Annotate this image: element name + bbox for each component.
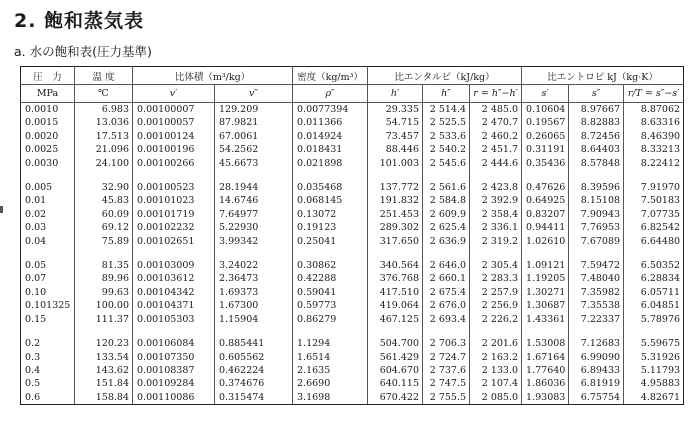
cell-v-vapor: 2.36473 — [215, 272, 293, 285]
group-spacer — [21, 326, 684, 337]
spacer-cell — [133, 248, 215, 259]
cell-h-liquid: 561.429 — [368, 351, 423, 364]
cell-latent-heat: 2 423.8 — [470, 181, 522, 194]
spacer-cell — [470, 326, 522, 337]
cell-v-liquid: 0.00100007 — [133, 103, 215, 117]
subheader-s-difference: r/T = s″−s′ — [624, 85, 684, 103]
cell-h-liquid: 340.564 — [368, 259, 423, 272]
cell-h-vapor: 2 737.6 — [423, 364, 470, 377]
cell-v-liquid: 0.00103009 — [133, 259, 215, 272]
cell-s-liquid: 1.19205 — [522, 272, 569, 285]
cell-latent-heat: 2 107.4 — [470, 377, 522, 390]
spacer-cell — [624, 326, 684, 337]
cell-v-liquid: 0.00104342 — [133, 286, 215, 299]
cell-h-liquid: 251.453 — [368, 208, 423, 221]
table-row — [21, 157, 684, 170]
cell-v-vapor: 3.99342 — [215, 235, 293, 248]
cell-temperature: 69.12 — [75, 221, 133, 234]
table-row — [21, 130, 684, 143]
subheader-v-vapor: v″ — [215, 85, 293, 103]
header-entropy: 比エントロピ kJ（kg·K） — [522, 67, 684, 85]
cell-rho-vapor: 0.011366 — [293, 116, 368, 129]
spacer-cell — [470, 170, 522, 181]
table-title: a. 水の飽和表(圧力基準) — [14, 44, 152, 59]
cell-s-vapor: 8.97667 — [569, 103, 624, 117]
cell-h-liquid: 317.650 — [368, 235, 423, 248]
cell-s-liquid: 1.43361 — [522, 313, 569, 326]
cell-temperature: 17.513 — [75, 130, 133, 143]
cell-rho-vapor: 1.1294 — [293, 337, 368, 350]
cell-h-liquid: 73.457 — [368, 130, 423, 143]
cell-rho-vapor: 0.42288 — [293, 272, 368, 285]
cell-s-vapor: 8.64403 — [569, 143, 624, 156]
cell-temperature: 111.37 — [75, 313, 133, 326]
cell-temperature: 32.90 — [75, 181, 133, 194]
cell-v-liquid: 0.00102651 — [133, 235, 215, 248]
cell-h-vapor: 2 693.4 — [423, 313, 470, 326]
spacer-cell — [215, 248, 293, 259]
cell-s-difference: 6.04851 — [624, 299, 684, 312]
cell-v-vapor: 7.64977 — [215, 208, 293, 221]
cell-v-vapor: 0.315474 — [215, 391, 293, 405]
cell-h-liquid: 417.510 — [368, 286, 423, 299]
table-row — [21, 272, 684, 285]
subheader-mpa: MPa — [21, 85, 75, 103]
cell-v-vapor: 1.15904 — [215, 313, 293, 326]
table-row — [21, 194, 684, 207]
cell-latent-heat: 2 451.7 — [470, 143, 522, 156]
cell-h-vapor: 2 514.4 — [423, 103, 470, 117]
cell-pressure: 0.6 — [21, 391, 75, 405]
table-row — [21, 116, 684, 129]
cell-latent-heat: 2 226.2 — [470, 313, 522, 326]
spacer-cell — [368, 326, 423, 337]
cell-h-vapor: 2 755.5 — [423, 391, 470, 405]
cell-s-vapor: 7.12683 — [569, 337, 624, 350]
spacer-cell — [75, 326, 133, 337]
cell-latent-heat: 2 163.2 — [470, 351, 522, 364]
cell-s-difference: 6.05711 — [624, 286, 684, 299]
cell-s-vapor: 7.90943 — [569, 208, 624, 221]
cell-s-liquid: 1.93083 — [522, 391, 569, 405]
spacer-cell — [522, 248, 569, 259]
cell-s-liquid: 0.19567 — [522, 116, 569, 129]
cell-s-liquid: 0.83207 — [522, 208, 569, 221]
cell-s-liquid: 1.53008 — [522, 337, 569, 350]
cell-temperature: 89.96 — [75, 272, 133, 285]
cell-v-vapor: 28.1944 — [215, 181, 293, 194]
cell-h-liquid: 101.003 — [368, 157, 423, 170]
cell-h-liquid: 504.700 — [368, 337, 423, 350]
cell-s-vapor: 7.22337 — [569, 313, 624, 326]
cell-temperature: 21.096 — [75, 143, 133, 156]
spacer-cell — [293, 326, 368, 337]
cell-s-liquid: 0.31191 — [522, 143, 569, 156]
cell-s-difference: 8.87062 — [624, 103, 684, 117]
cell-s-liquid: 1.30687 — [522, 299, 569, 312]
cell-s-liquid: 0.94411 — [522, 221, 569, 234]
cell-s-vapor: 7.35538 — [569, 299, 624, 312]
subheader-h-vapor: h″ — [423, 85, 470, 103]
cell-h-vapor: 2 675.4 — [423, 286, 470, 299]
cell-v-liquid: 0.00102232 — [133, 221, 215, 234]
cell-rho-vapor: 0.014924 — [293, 130, 368, 143]
table-row — [21, 364, 684, 377]
cell-s-vapor: 8.72456 — [569, 130, 624, 143]
cell-temperature: 13.036 — [75, 116, 133, 129]
cell-s-difference: 5.31926 — [624, 351, 684, 364]
cell-h-liquid: 670.422 — [368, 391, 423, 405]
spacer-cell — [293, 170, 368, 181]
cell-pressure: 0.101325 — [21, 299, 75, 312]
spacer-cell — [368, 170, 423, 181]
spacer-cell — [133, 326, 215, 337]
cell-latent-heat: 2 305.4 — [470, 259, 522, 272]
spacer-cell — [624, 248, 684, 259]
cell-h-vapor: 2 540.2 — [423, 143, 470, 156]
cell-pressure: 0.01 — [21, 194, 75, 207]
cell-s-liquid: 1.02610 — [522, 235, 569, 248]
cell-s-liquid: 1.86036 — [522, 377, 569, 390]
cell-v-liquid: 0.00106084 — [133, 337, 215, 350]
cell-s-difference: 7.07735 — [624, 208, 684, 221]
spacer-cell — [293, 248, 368, 259]
cell-pressure: 0.3 — [21, 351, 75, 364]
cell-s-vapor: 7.67089 — [569, 235, 624, 248]
cell-h-liquid: 376.768 — [368, 272, 423, 285]
cell-v-liquid: 0.00103612 — [133, 272, 215, 285]
cell-temperature: 133.54 — [75, 351, 133, 364]
cell-rho-vapor: 0.19123 — [293, 221, 368, 234]
cell-h-vapor: 2 660.1 — [423, 272, 470, 285]
cell-h-liquid: 137.772 — [368, 181, 423, 194]
spacer-cell — [569, 170, 624, 181]
cell-s-difference: 5.11793 — [624, 364, 684, 377]
spacer-cell — [368, 248, 423, 259]
table-row — [21, 337, 684, 350]
cell-s-vapor: 7.48040 — [569, 272, 624, 285]
cell-temperature: 100.00 — [75, 299, 133, 312]
spacer-cell — [522, 326, 569, 337]
cell-v-vapor: 1.67300 — [215, 299, 293, 312]
table-row — [21, 143, 684, 156]
table-row — [21, 103, 684, 117]
cell-pressure: 0.0025 — [21, 143, 75, 156]
table-row — [21, 299, 684, 312]
saturated-steam-table — [20, 66, 684, 405]
cell-s-vapor: 6.99090 — [569, 351, 624, 364]
cell-rho-vapor: 2.1635 — [293, 364, 368, 377]
cell-s-difference: 5.59675 — [624, 337, 684, 350]
spacer-cell — [75, 248, 133, 259]
cell-pressure: 0.2 — [21, 337, 75, 350]
cell-temperature: 151.84 — [75, 377, 133, 390]
spacer-cell — [522, 170, 569, 181]
cell-h-vapor: 2 545.6 — [423, 157, 470, 170]
cell-v-vapor: 5.22930 — [215, 221, 293, 234]
table-row — [21, 235, 684, 248]
cell-v-vapor: 87.9821 — [215, 116, 293, 129]
cell-s-liquid: 0.26065 — [522, 130, 569, 143]
cell-s-difference: 5.78976 — [624, 313, 684, 326]
cell-pressure: 0.02 — [21, 208, 75, 221]
cell-s-liquid: 0.47626 — [522, 181, 569, 194]
cell-rho-vapor: 0.86279 — [293, 313, 368, 326]
cell-pressure: 0.0010 — [21, 103, 75, 117]
cell-v-vapor: 1.69373 — [215, 286, 293, 299]
group-spacer — [21, 170, 684, 181]
cell-s-liquid: 0.35436 — [522, 157, 569, 170]
subheader-h-liquid: h′ — [368, 85, 423, 103]
cell-s-difference: 8.63316 — [624, 116, 684, 129]
cell-v-vapor: 0.605562 — [215, 351, 293, 364]
cell-rho-vapor: 1.6514 — [293, 351, 368, 364]
table-row — [21, 221, 684, 234]
cell-s-liquid: 1.09121 — [522, 259, 569, 272]
cell-temperature: 60.09 — [75, 208, 133, 221]
cell-v-liquid: 0.00105303 — [133, 313, 215, 326]
cell-s-difference: 4.95883 — [624, 377, 684, 390]
spacer-cell — [75, 170, 133, 181]
cell-pressure: 0.005 — [21, 181, 75, 194]
cell-h-liquid: 29.335 — [368, 103, 423, 117]
cell-v-liquid: 0.00101023 — [133, 194, 215, 207]
cell-rho-vapor: 0.30862 — [293, 259, 368, 272]
cell-latent-heat: 2 460.2 — [470, 130, 522, 143]
cell-s-vapor: 6.81919 — [569, 377, 624, 390]
section-title: 2. 飽和蒸気表 — [14, 10, 145, 32]
spacer-cell — [21, 170, 75, 181]
cell-rho-vapor: 0.0077394 — [293, 103, 368, 117]
spacer-cell — [215, 326, 293, 337]
cell-h-liquid: 88.446 — [368, 143, 423, 156]
cell-pressure: 0.15 — [21, 313, 75, 326]
cell-latent-heat: 2 257.9 — [470, 286, 522, 299]
table-row — [21, 391, 684, 405]
cell-temperature: 6.983 — [75, 103, 133, 117]
cell-pressure: 0.10 — [21, 286, 75, 299]
cell-latent-heat: 2 444.6 — [470, 157, 522, 170]
cell-pressure: 0.04 — [21, 235, 75, 248]
cell-v-liquid: 0.00101719 — [133, 208, 215, 221]
cell-s-vapor: 8.15108 — [569, 194, 624, 207]
cell-latent-heat: 2 319.2 — [470, 235, 522, 248]
cell-v-liquid: 0.00108387 — [133, 364, 215, 377]
cell-pressure: 0.03 — [21, 221, 75, 234]
cell-h-liquid: 289.302 — [368, 221, 423, 234]
group-spacer — [21, 248, 684, 259]
cell-h-vapor: 2 724.7 — [423, 351, 470, 364]
cell-temperature: 99.63 — [75, 286, 133, 299]
cell-v-vapor: 67.0061 — [215, 130, 293, 143]
cell-h-vapor: 2 609.9 — [423, 208, 470, 221]
spacer-cell — [423, 170, 470, 181]
cell-latent-heat: 2 201.6 — [470, 337, 522, 350]
cell-h-vapor: 2 561.6 — [423, 181, 470, 194]
cell-s-difference: 6.82542 — [624, 221, 684, 234]
cell-latent-heat: 2 358.4 — [470, 208, 522, 221]
cell-rho-vapor: 0.59773 — [293, 299, 368, 312]
header-enthalpy: 比エンタルピ（kJ/kg） — [368, 67, 522, 85]
spacer-cell — [423, 326, 470, 337]
cell-latent-heat: 2 392.9 — [470, 194, 522, 207]
cell-latent-heat: 2 283.3 — [470, 272, 522, 285]
cell-latent-heat: 2 470.7 — [470, 116, 522, 129]
cell-h-liquid: 419.064 — [368, 299, 423, 312]
cell-v-vapor: 0.885441 — [215, 337, 293, 350]
cell-latent-heat: 2 485.0 — [470, 103, 522, 117]
table-body — [21, 103, 684, 405]
header-specific-volume: 比体積（m³/kg） — [133, 67, 293, 85]
cell-s-vapor: 8.57848 — [569, 157, 624, 170]
cell-s-difference: 7.91970 — [624, 181, 684, 194]
table-row — [21, 313, 684, 326]
cell-h-vapor: 2 676.0 — [423, 299, 470, 312]
cell-v-liquid: 0.00100523 — [133, 181, 215, 194]
margin-mark — [0, 206, 3, 213]
cell-h-vapor: 2 706.3 — [423, 337, 470, 350]
cell-h-liquid: 467.125 — [368, 313, 423, 326]
cell-v-liquid: 0.00100196 — [133, 143, 215, 156]
cell-rho-vapor: 0.068145 — [293, 194, 368, 207]
subheader-celsius: ℃ — [75, 85, 133, 103]
cell-pressure: 0.07 — [21, 272, 75, 285]
cell-h-vapor: 2 636.9 — [423, 235, 470, 248]
subheader-rho-vapor: ρ″ — [293, 85, 368, 103]
cell-s-vapor: 7.76953 — [569, 221, 624, 234]
cell-s-liquid: 0.10604 — [522, 103, 569, 117]
cell-pressure: 0.0020 — [21, 130, 75, 143]
cell-rho-vapor: 0.13072 — [293, 208, 368, 221]
cell-pressure: 0.0030 — [21, 157, 75, 170]
cell-s-liquid: 0.64925 — [522, 194, 569, 207]
cell-v-liquid: 0.00100124 — [133, 130, 215, 143]
cell-s-vapor: 8.39596 — [569, 181, 624, 194]
cell-h-vapor: 2 525.5 — [423, 116, 470, 129]
cell-v-liquid: 0.00110086 — [133, 391, 215, 405]
cell-s-liquid: 1.67164 — [522, 351, 569, 364]
cell-h-liquid: 191.832 — [368, 194, 423, 207]
cell-pressure: 0.05 — [21, 259, 75, 272]
cell-v-vapor: 129.209 — [215, 103, 293, 117]
table-row — [21, 259, 684, 272]
cell-temperature: 158.84 — [75, 391, 133, 405]
cell-s-difference: 8.22412 — [624, 157, 684, 170]
cell-v-liquid: 0.00100266 — [133, 157, 215, 170]
cell-pressure: 0.4 — [21, 364, 75, 377]
spacer-cell — [569, 248, 624, 259]
subheader-latent-heat: r = h″−h′ — [470, 85, 522, 103]
subheader-v-liquid: v′ — [133, 85, 215, 103]
cell-s-difference: 8.33213 — [624, 143, 684, 156]
cell-s-liquid: 1.30271 — [522, 286, 569, 299]
cell-h-liquid: 604.670 — [368, 364, 423, 377]
table-row — [21, 351, 684, 364]
cell-latent-heat: 2 256.9 — [470, 299, 522, 312]
cell-temperature: 45.83 — [75, 194, 133, 207]
cell-temperature: 75.89 — [75, 235, 133, 248]
cell-s-liquid: 1.77640 — [522, 364, 569, 377]
table-row — [21, 286, 684, 299]
cell-rho-vapor: 0.25041 — [293, 235, 368, 248]
cell-v-vapor: 54.2562 — [215, 143, 293, 156]
header-pressure: 圧 力 — [21, 67, 75, 85]
cell-temperature: 81.35 — [75, 259, 133, 272]
cell-v-liquid: 0.00109284 — [133, 377, 215, 390]
cell-s-difference: 6.28834 — [624, 272, 684, 285]
spacer-cell — [21, 326, 75, 337]
table-row — [21, 181, 684, 194]
cell-rho-vapor: 0.59041 — [293, 286, 368, 299]
cell-latent-heat: 2 085.0 — [470, 391, 522, 405]
cell-temperature: 143.62 — [75, 364, 133, 377]
cell-rho-vapor: 0.018431 — [293, 143, 368, 156]
cell-rho-vapor: 0.035468 — [293, 181, 368, 194]
cell-s-vapor: 7.59472 — [569, 259, 624, 272]
spacer-cell — [470, 248, 522, 259]
spacer-cell — [423, 248, 470, 259]
cell-latent-heat: 2 133.0 — [470, 364, 522, 377]
cell-s-difference: 6.50352 — [624, 259, 684, 272]
cell-h-vapor: 2 625.4 — [423, 221, 470, 234]
cell-h-liquid: 640.115 — [368, 377, 423, 390]
spacer-cell — [21, 248, 75, 259]
cell-s-difference: 8.46390 — [624, 130, 684, 143]
spacer-cell — [133, 170, 215, 181]
subheader-s-liquid: s′ — [522, 85, 569, 103]
cell-s-difference: 6.64480 — [624, 235, 684, 248]
spacer-cell — [215, 170, 293, 181]
subheader-s-vapor: s″ — [569, 85, 624, 103]
cell-pressure: 0.5 — [21, 377, 75, 390]
table-row — [21, 377, 684, 390]
cell-temperature: 24.100 — [75, 157, 133, 170]
cell-pressure: 0.0015 — [21, 116, 75, 129]
cell-v-liquid: 0.00100057 — [133, 116, 215, 129]
cell-h-vapor: 2 533.6 — [423, 130, 470, 143]
header-density: 密度（kg/m³） — [293, 67, 368, 85]
spacer-cell — [569, 326, 624, 337]
cell-s-difference: 7.50183 — [624, 194, 684, 207]
cell-rho-vapor: 0.021898 — [293, 157, 368, 170]
cell-v-vapor: 3.24022 — [215, 259, 293, 272]
cell-rho-vapor: 3.1698 — [293, 391, 368, 405]
cell-h-liquid: 54.715 — [368, 116, 423, 129]
cell-v-vapor: 0.462224 — [215, 364, 293, 377]
spacer-cell — [624, 170, 684, 181]
cell-s-difference: 4.82671 — [624, 391, 684, 405]
cell-v-vapor: 14.6746 — [215, 194, 293, 207]
cell-s-vapor: 6.75754 — [569, 391, 624, 405]
cell-s-vapor: 6.89433 — [569, 364, 624, 377]
cell-h-vapor: 2 747.5 — [423, 377, 470, 390]
cell-rho-vapor: 2.6690 — [293, 377, 368, 390]
cell-s-vapor: 8.82883 — [569, 116, 624, 129]
table-row — [21, 208, 684, 221]
header-temperature: 温 度 — [75, 67, 133, 85]
cell-h-vapor: 2 646.0 — [423, 259, 470, 272]
cell-s-vapor: 7.35982 — [569, 286, 624, 299]
cell-latent-heat: 2 336.1 — [470, 221, 522, 234]
cell-temperature: 120.23 — [75, 337, 133, 350]
cell-v-liquid: 0.00104371 — [133, 299, 215, 312]
cell-h-vapor: 2 584.8 — [423, 194, 470, 207]
cell-v-vapor: 45.6673 — [215, 157, 293, 170]
cell-v-liquid: 0.00107350 — [133, 351, 215, 364]
cell-v-vapor: 0.374676 — [215, 377, 293, 390]
